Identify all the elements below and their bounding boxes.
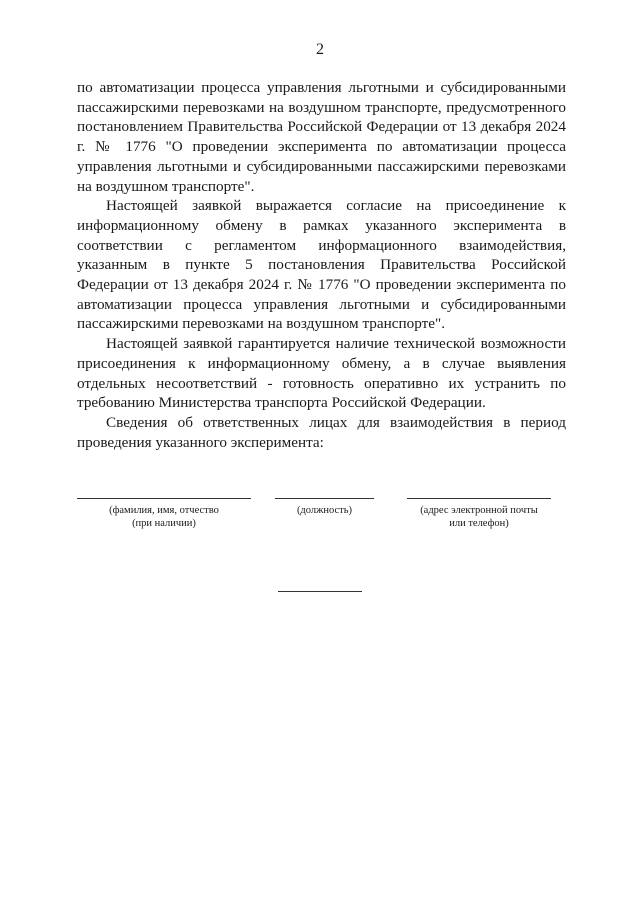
signature-caption-position: (должность): [296, 505, 353, 516]
signature-field-contact: [407, 498, 551, 530]
signature-caption-name-line1: (фамилия, имя, отчество: [109, 505, 219, 516]
end-of-document-line: [278, 591, 362, 592]
document-body: [77, 78, 566, 452]
paragraph-continuation: по автоматизации процесса управления льготными и субсидированными пассажирскими перевозками на воздушном транспорте, предусмотренного постановлением Правительства Российской Федерации от 13 декабря 2024 г. № 1776 "О проведении эксперимента по автоматизации процесса управления льготными и субсидированными пассажирскими перевозками на воздушном транспорте".: [77, 79, 566, 195]
signature-field-position: [275, 498, 374, 517]
signature-caption-contact-line2: или телефон): [449, 518, 509, 529]
signature-fields: [0, 498, 640, 538]
signature-caption-name-line2: (при наличии): [132, 518, 196, 529]
paragraph-guarantee: Настоящей заявкой гарантируется наличие технической возможности присоединения к информационному обмену, а в случае выявления отдельных несоответствий - готовность оперативно их устранить по требованию Министерства транспорта Российской Федерации.: [77, 335, 566, 412]
signature-field-name: [77, 498, 251, 530]
signature-caption-contact-line1: (адрес электронной почты: [420, 505, 538, 516]
paragraph-responsible-persons: Сведения об ответственных лицах для взаимодействия в период проведения указанного эксперимента:: [77, 413, 566, 451]
paragraph-consent: Настоящей заявкой выражается согласие на присоединение к информационному обмену в рамках указанного эксперимента в соответствии с регламентом информационного взаимодействия, указанным в пункте 5 постановления Правительства Российской Федерации от 13 декабря 2024 г. № 1776 "О проведении эксперимента по автоматизации процесса управления льготными и субсидированными пассажирскими перевозками на воздушном транспорте".: [77, 197, 566, 333]
page-number: 2: [316, 41, 324, 58]
